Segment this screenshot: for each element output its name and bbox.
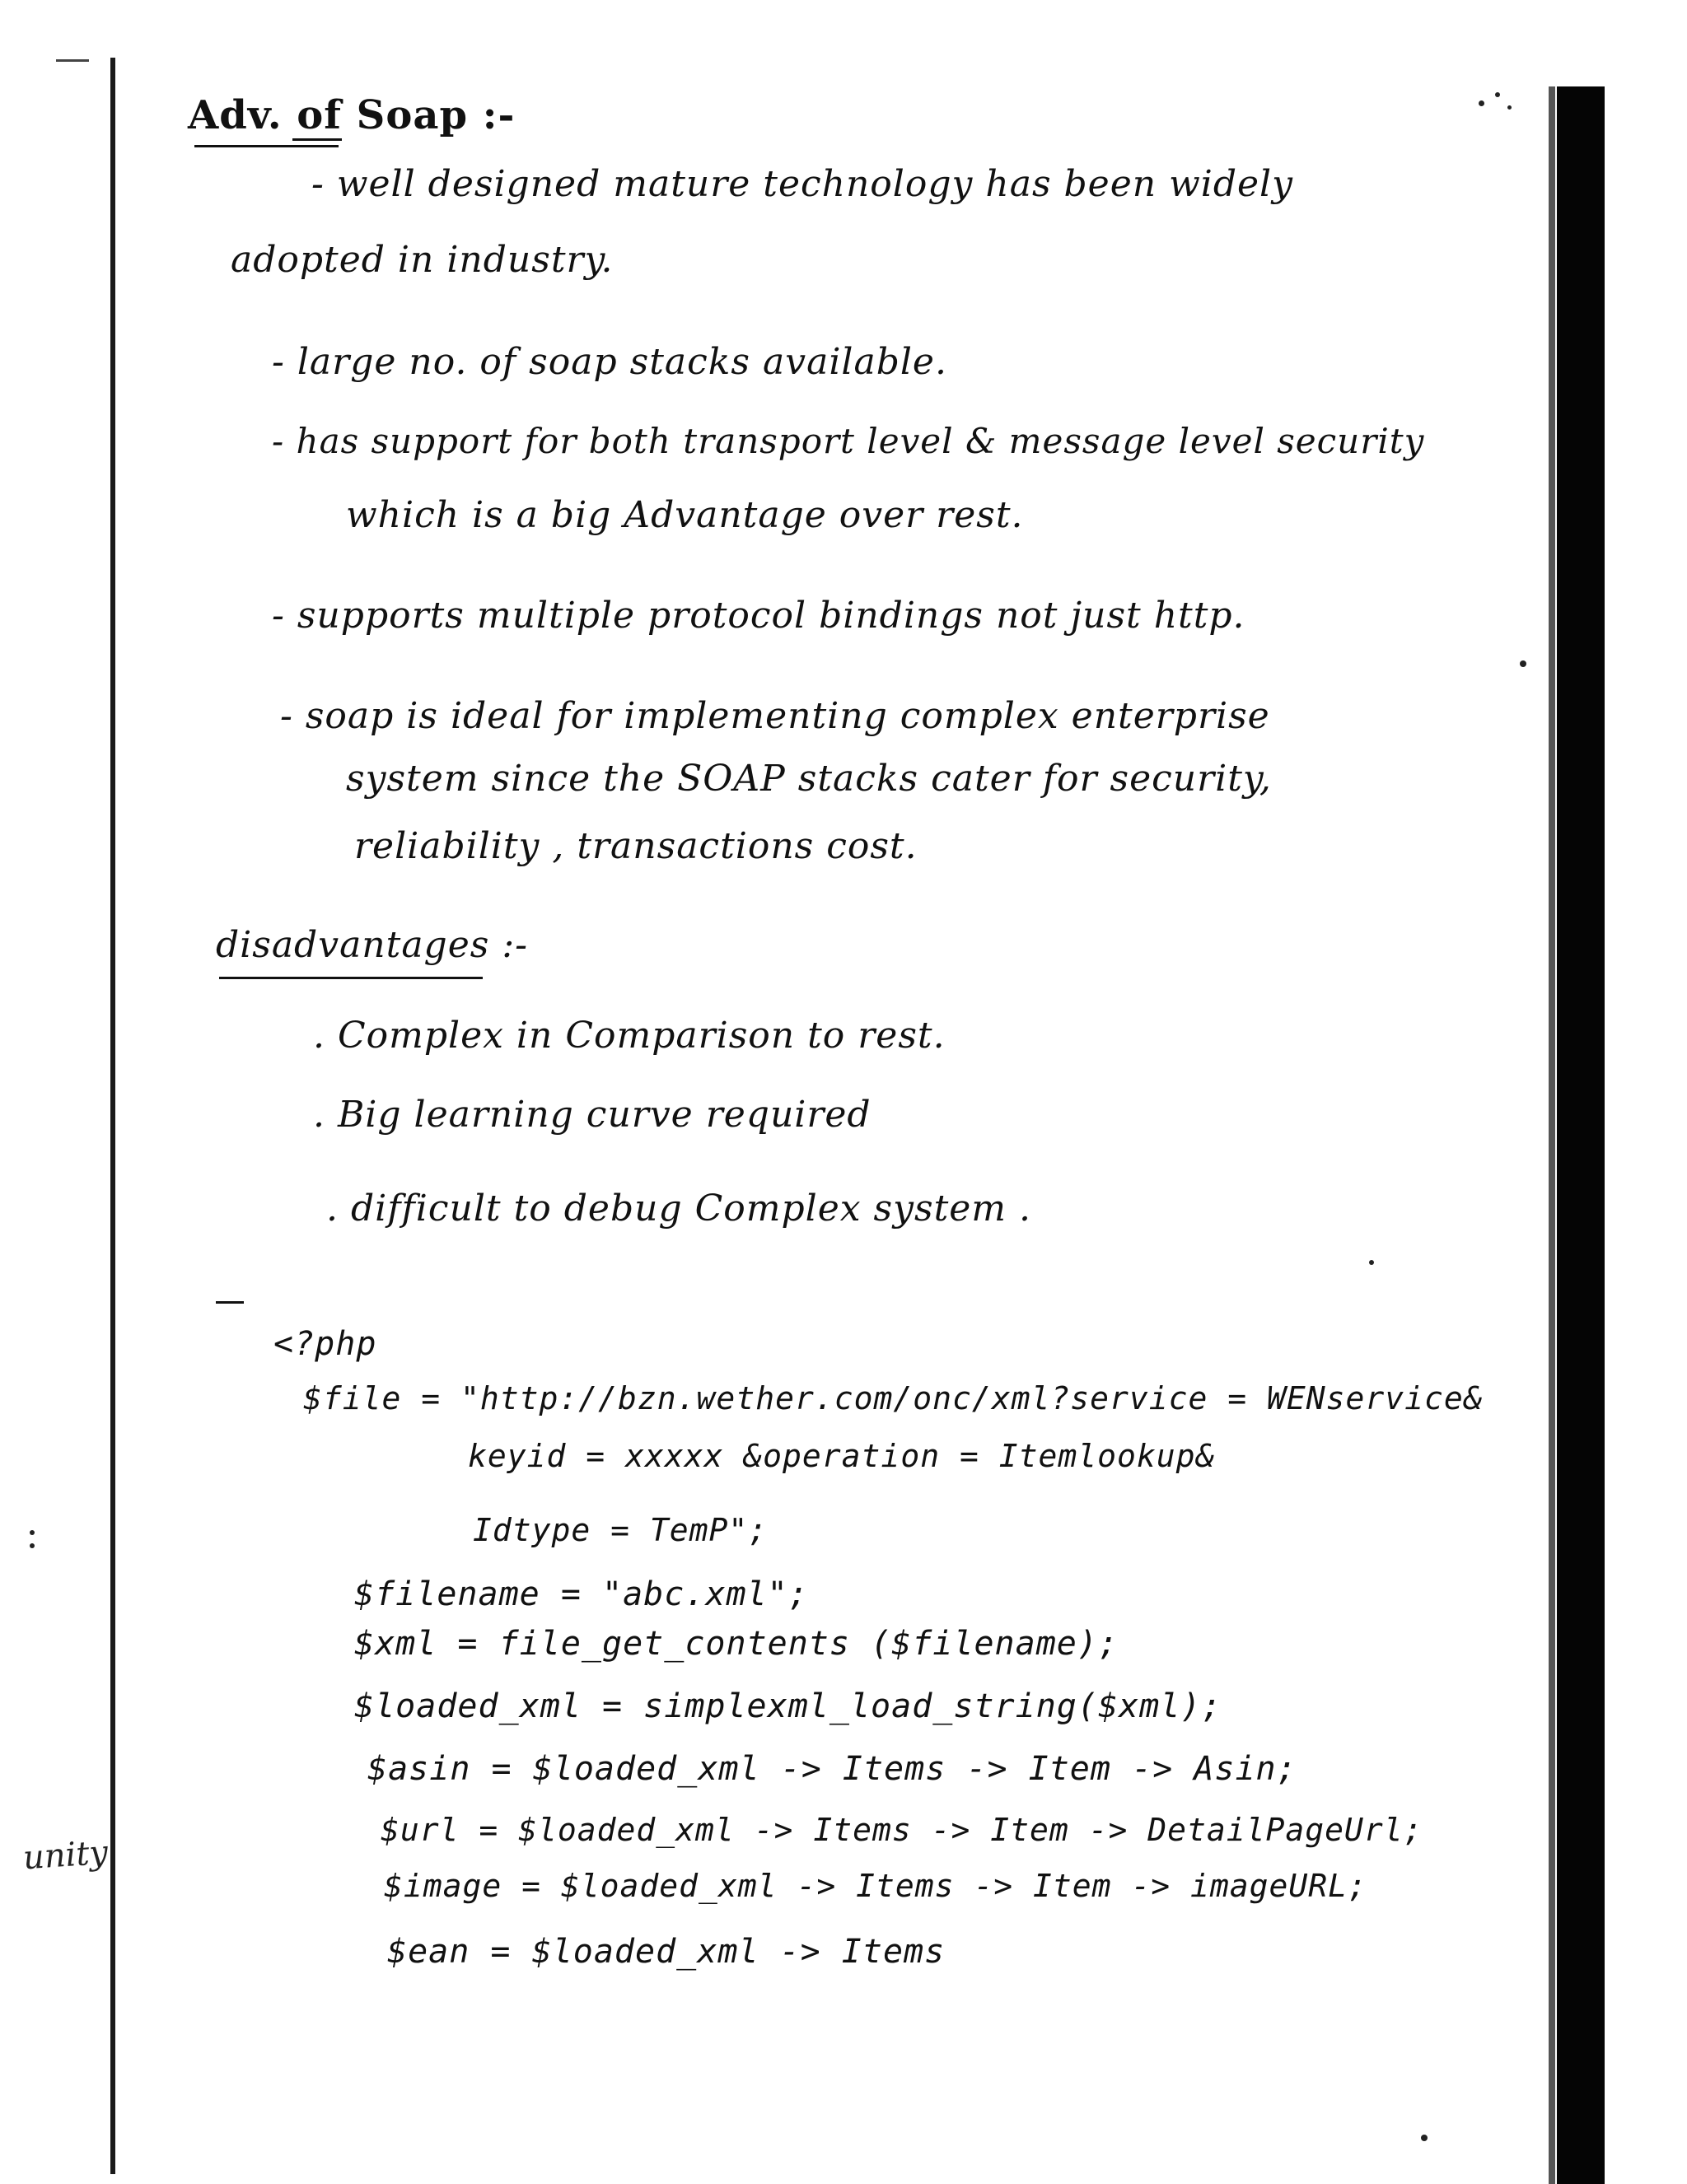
- advantage-line: adopted in industry.: [231, 239, 614, 281]
- speck: [30, 1530, 35, 1535]
- code-line: $xml = file_get_contents ($filename);: [354, 1625, 1119, 1663]
- code-line: $loaded_xml = simplexml_load_string($xml);: [354, 1687, 1222, 1725]
- code-line: keyid = xxxxx &operation = Itemlookup&: [468, 1438, 1216, 1474]
- speck: [1520, 660, 1526, 667]
- advantage-line: - soap is ideal for implementing complex enterprise: [280, 695, 1270, 737]
- scan-edge-shadow: [1549, 86, 1555, 2184]
- disadvantage-line: . difficult to debug Complex system .: [326, 1188, 1031, 1230]
- code-line: <?php: [273, 1325, 377, 1363]
- advantage-line: which is a big Advantage over rest.: [346, 494, 1024, 536]
- code-line: $ean = $loaded_xml -> Items: [387, 1933, 946, 1971]
- code-line: Idtype = TemP";: [473, 1512, 769, 1548]
- advantage-line: - large no. of soap stacks available.: [272, 341, 947, 383]
- disadvantage-line: . Big learning curve required: [313, 1094, 872, 1136]
- speck: [1495, 92, 1500, 97]
- heading-underline: [219, 977, 483, 979]
- speck: [1421, 2135, 1428, 2141]
- code-line: $filename = "abc.xml";: [354, 1575, 809, 1613]
- advantage-line: reliability , transactions cost.: [354, 825, 918, 867]
- code-line: $url = $loaded_xml -> Items -> Item -> DetailPageUrl;: [381, 1812, 1423, 1848]
- disadvantage-line: . Complex in Comparison to rest.: [313, 1015, 946, 1057]
- advantage-line: - well designed mature technology has been widely: [311, 163, 1293, 205]
- code-line: $asin = $loaded_xml -> Items -> Item -> Asin;: [367, 1750, 1297, 1788]
- disadvantages-heading: disadvantages :-: [216, 924, 529, 966]
- margin-note: unity: [21, 1833, 110, 1878]
- left-margin-rule: [110, 58, 115, 2174]
- section-separator: [216, 1301, 244, 1304]
- advantage-line: system since the SOAP stacks cater for security,: [346, 758, 1272, 800]
- speck: [1369, 1260, 1374, 1265]
- speck: [1507, 105, 1512, 110]
- code-line: $file = "http://bzn.wether.com/onc/xml?service = WENservice&: [303, 1380, 1484, 1416]
- advantage-line: - supports multiple protocol bindings not just http.: [272, 595, 1245, 637]
- advantages-heading: Adv. of Soap :-: [188, 92, 516, 138]
- advantage-line: - has support for both transport level & message level security: [272, 421, 1425, 461]
- speck: [30, 1543, 35, 1548]
- speck: [1479, 100, 1484, 106]
- heading-underline: [292, 138, 342, 141]
- heading-underline: [194, 145, 339, 147]
- scan-edge-bar: [1557, 86, 1605, 2184]
- scan-mark: [56, 59, 89, 62]
- code-line: $image = $loaded_xml -> Items -> Item -> imageURL;: [384, 1868, 1367, 1904]
